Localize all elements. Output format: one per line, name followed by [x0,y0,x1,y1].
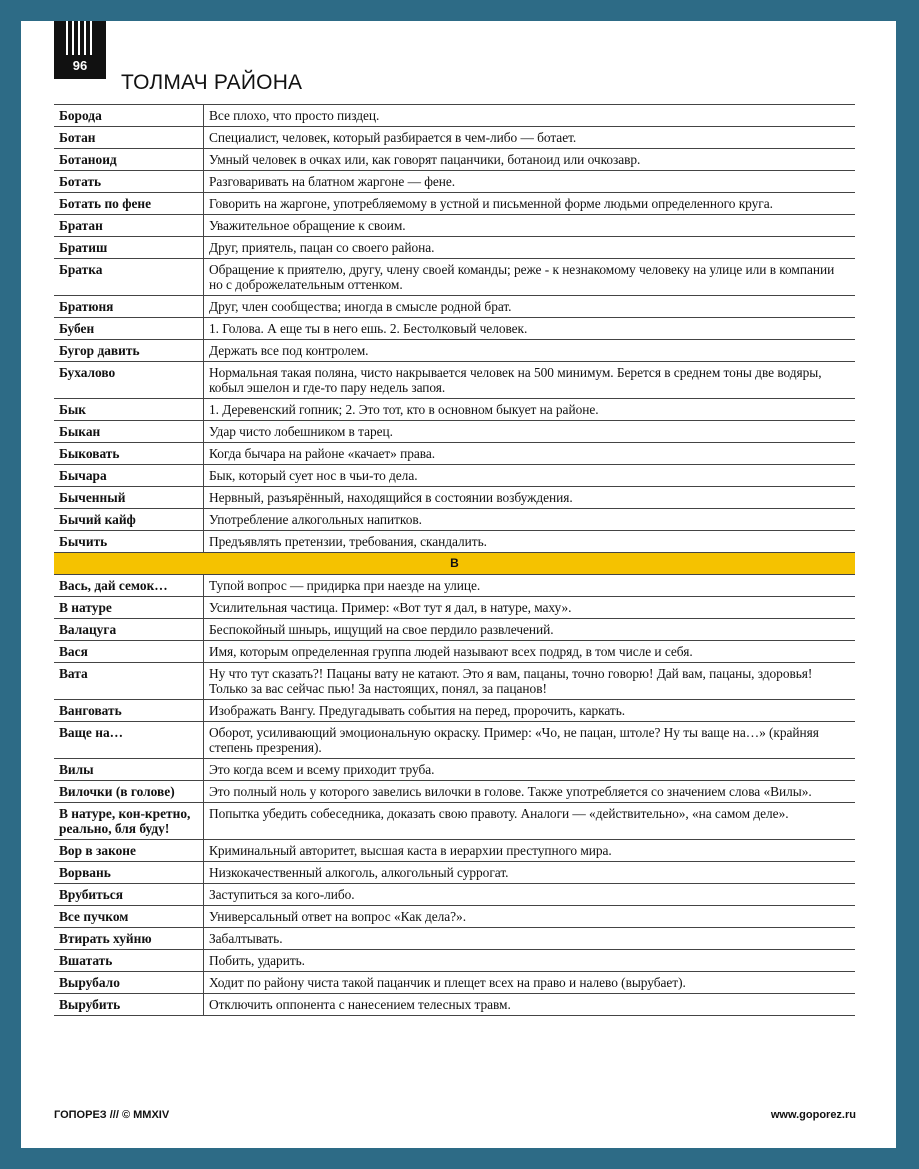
glossary-definition: Побить, ударить. [204,950,856,972]
glossary-term: Валацуга [54,619,204,641]
glossary-row [54,619,855,641]
glossary-definition: Имя, которым определенная группа людей называют всех подряд, в том числе и себя. [204,641,856,663]
glossary-row [54,663,855,700]
section-letter-row [54,553,855,575]
glossary-term: Ботан [54,127,204,149]
page-number-tab [54,21,106,79]
glossary-definition: Заступиться за кого-либо. [204,884,856,906]
glossary-definition: Удар чисто лобешником в тарец. [204,421,856,443]
glossary-row [54,127,855,149]
glossary-definition: Это когда всем и всему приходит труба. [204,759,856,781]
glossary-term: Вася [54,641,204,663]
glossary-term: Бычара [54,465,204,487]
glossary-row [54,840,855,862]
glossary-term: Вор в законе [54,840,204,862]
glossary-term: Ворвань [54,862,204,884]
glossary-row [54,531,855,553]
glossary-definition: Нервный, разъярённый, находящийся в состоянии возбуждения. [204,487,856,509]
glossary-definition: Забалтывать. [204,928,856,950]
glossary-definition: Низкокачественный алкоголь, алкогольный суррогат. [204,862,856,884]
glossary-term: Ваще на… [54,722,204,759]
glossary-definition: Оборот, усиливающий эмоциональную окраску. Пример: «Чо, не пацан, штоле? Ну ты ваще на…» (крайняя степень презрения). [204,722,856,759]
glossary-row [54,884,855,906]
glossary-row [54,950,855,972]
glossary-term: Быкан [54,421,204,443]
glossary-definition: Употребление алкогольных напитков. [204,509,856,531]
glossary-definition: Универсальный ответ на вопрос «Как дела?». [204,906,856,928]
footer-website: www.goporez.ru [770,1109,856,1121]
glossary-definition: Говорить на жаргоне, употребляемому в устной и письменной форме людьми определенного круга. [204,193,856,215]
glossary-term: Ботать [54,171,204,193]
glossary-term: В натуре [54,597,204,619]
glossary-row [54,171,855,193]
glossary-definition: Друг, приятель, пацан со своего района. [204,237,856,259]
glossary-row [54,465,855,487]
glossary-term: Вата [54,663,204,700]
glossary-row [54,994,855,1016]
glossary-row [54,259,855,296]
section-letter: В [54,553,855,575]
glossary-row [54,421,855,443]
glossary-term: Братка [54,259,204,296]
glossary-row [54,362,855,399]
glossary-term: Бычий кайф [54,509,204,531]
glossary-definition: Беспокойный шнырь, ищущий на свое пердило развлечений. [204,619,856,641]
glossary-definition: Все плохо, что просто пиздец. [204,105,856,127]
glossary-row [54,105,855,127]
glossary-row [54,722,855,759]
glossary-definition: 1. Деревенский гопник; 2. Это тот, кто в основном быкует на районе. [204,399,856,421]
glossary-term: Вшатать [54,950,204,972]
glossary-term: Бухалово [54,362,204,399]
glossary-definition: Бык, который сует нос в чьи-то дела. [204,465,856,487]
page [21,21,896,1148]
glossary-term: Бугор давить [54,340,204,362]
glossary-term: Братан [54,215,204,237]
glossary-row [54,700,855,722]
glossary-term: Вилы [54,759,204,781]
glossary-row [54,575,855,597]
glossary-row [54,487,855,509]
glossary-definition: Отключить оппонента с нанесением телесных травм. [204,994,856,1016]
glossary-definition: 1. Голова. А еще ты в него ешь. 2. Бестолковый человек. [204,318,856,340]
glossary-row [54,509,855,531]
glossary-definition: Разговаривать на блатном жаргоне — фене. [204,171,856,193]
glossary-definition: Изображать Вангу. Предугадывать события на перед, пророчить, каркать. [204,700,856,722]
page-title: ТОЛМАЧ РАЙОНА [121,71,303,94]
glossary-row [54,928,855,950]
glossary-row [54,759,855,781]
glossary-term: Борода [54,105,204,127]
footer-copyright: ГОПОРЕЗ /// © MMXIV [54,1109,170,1121]
glossary-term: Быковать [54,443,204,465]
glossary-term: Братиш [54,237,204,259]
glossary-row [54,641,855,663]
glossary-definition: Ходит по району чиста такой пацанчик и плещет всех на право и налево (вырубает). [204,972,856,994]
glossary-definition: Уважительное обращение к своим. [204,215,856,237]
glossary-term: Вырубало [54,972,204,994]
glossary-term: Ботать по фене [54,193,204,215]
glossary-term: Врубиться [54,884,204,906]
glossary-row [54,399,855,421]
glossary-definition: Усилительная частица. Пример: «Вот тут я дал, в натуре, маху». [204,597,856,619]
glossary-definition: Умный человек в очках или, как говорят пацанчики, ботаноид или очкозавр. [204,149,856,171]
glossary-row [54,781,855,803]
glossary-definition: Криминальный авторитет, высшая каста в иерархии преступного мира. [204,840,856,862]
glossary-definition: Нормальная такая поляна, чисто накрывается человек на 500 минимум. Берется в среднем тоны две водяры, кобыл эшелон и где-то пару недель запоя. [204,362,856,399]
glossary-row [54,597,855,619]
glossary-row [54,906,855,928]
glossary-term: Все пучком [54,906,204,928]
glossary-row [54,237,855,259]
glossary-definition: Тупой вопрос — придирка при наезде на улице. [204,575,856,597]
glossary-row [54,803,855,840]
page-number: 96 [72,58,88,73]
glossary-definition: Обращение к приятелю, другу, члену своей команды; реже - к незнакомому человеку на улице или в компании но с доброжелательным оттенком. [204,259,856,296]
glossary-row [54,215,855,237]
glossary-term: Вась, дай семок… [54,575,204,597]
glossary-term: Бычить [54,531,204,553]
glossary-term: В натуре, кон-кретно, реально, бля буду! [54,803,204,840]
glossary-term: Ванговать [54,700,204,722]
glossary-definition: Попытка убедить собеседника, доказать свою правоту. Аналоги — «действительно», «на самом деле». [204,803,856,840]
glossary-row [54,296,855,318]
glossary-term: Бубен [54,318,204,340]
glossary-definition: Друг, член сообщества; иногда в смысле родной брат. [204,296,856,318]
glossary-table [54,104,855,1016]
glossary-definition: Предъявлять претензии, требования, скандалить. [204,531,856,553]
glossary-term: Вилочки (в голове) [54,781,204,803]
glossary-definition: Держать все под контролем. [204,340,856,362]
glossary-row [54,193,855,215]
glossary-row [54,972,855,994]
glossary-definition: Когда бычара на районе «качает» права. [204,443,856,465]
glossary-definition: Специалист, человек, который разбирается в чем-либо — ботает. [204,127,856,149]
glossary-term: Бык [54,399,204,421]
glossary-row [54,443,855,465]
glossary-term: Быченный [54,487,204,509]
glossary-row [54,149,855,171]
glossary-definition: Это полный ноль у которого завелись вилочки в голове. Также употребляется со значением слова «Вилы». [204,781,856,803]
glossary-row [54,318,855,340]
glossary-term: Вырубить [54,994,204,1016]
glossary-term: Братюня [54,296,204,318]
glossary-row [54,862,855,884]
glossary-definition: Ну что тут сказать?! Пацаны вату не катают. Это я вам, пацаны, точно говорю! Дай вам, пацаны, здоровья! Только за вас сейчас пью! За настоящих, понял, за пацанов! [204,663,856,700]
glossary-row [54,340,855,362]
glossary-term: Ботаноид [54,149,204,171]
glossary-term: Втирать хуйню [54,928,204,950]
